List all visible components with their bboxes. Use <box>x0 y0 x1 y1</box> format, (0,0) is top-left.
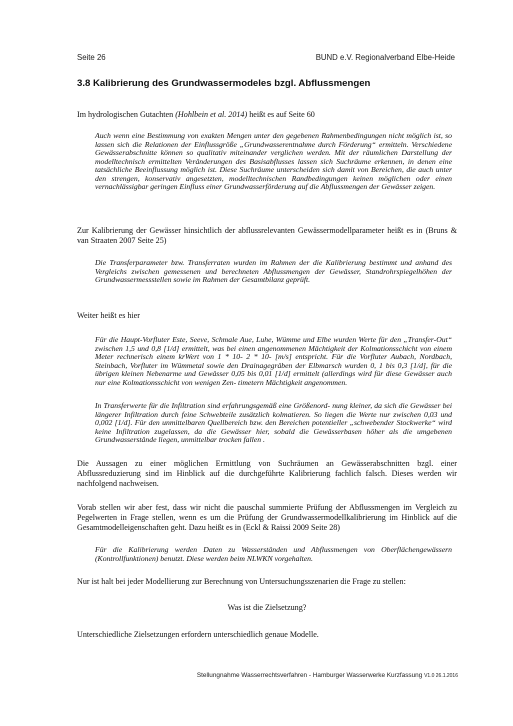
intro-citation: (Hohlbein et al. 2014) <box>175 110 248 119</box>
section-title: 3.8 Kalibrierung des Grundwassermodeles bzgl. Abflussmengen <box>77 78 371 89</box>
intro-before: Im hydrologischen Gutachten <box>77 110 176 119</box>
paragraph-further: Weiter heißt es hier <box>77 311 140 320</box>
intro-after: heißt es auf Seite 60 <box>247 110 315 119</box>
quote-transfer-out: Für die Haupt-Vorfluter Este, Seeve, Schmale Aue, Luhe, Wümme und Elbe wurden Werte für den „Transfer-Out“ zwischen 1,5 und 0,8 [1/d] ermittelt, was bei einen angenommenen Mächtigkeit der Kolmationsschicht von einem Meter rechnerisch einem krWert von 1 * 10- 2 * 10- [m/s] entspricht. Für die Vorfluter Aubach, Nordbach, Steinbach, Vorfluter im Wümmetal sowie den Drainagegräben der Elbmarsch wurden 0, 1 bis 0,3 [1/d], für die übrigen kleinen Nebenarme und Gewässer 0,05 bis 0,01 [1/d] ermittelt (allerdings wird für diese Gewässer auch nur eine Kolmationsschicht von wenigen Zen- timetern Mächtigkeit angenommen. <box>95 335 452 387</box>
question-line: Was ist die Zielsetzung? <box>227 603 307 612</box>
page-number: Seite 26 <box>77 53 106 62</box>
footer-text: Stellungnahme Wasserrechtsverfahren - Hamburger Wasserwerke Kurzfassung <box>196 672 425 679</box>
quote-eckl: Für die Kalibrierung werden Daten zu Wasserständen und Abflussmengen von Oberflächengewässern (Kontrollfunktionen) benutzt. Diese werden beim NLWKN vorgehalten. <box>95 545 452 563</box>
quote-bruns: Die Transferparameter bzw. Transferraten wurden im Rahmen der die Kalibrierung bestimmt und anhand des Vergleichs zwischen gemessenen und berechneten Abflussmengen der Gewässer, Standrohrspiegelhöhen der Grundwassermessstellen sowie im Rahmen der Gesamtbilanz geprüft. <box>95 258 452 284</box>
paragraph-calibration: Zur Kalibrierung der Gewässer hinsichtlich der abflussrelevanten Gewässermodellparameter heißt es in (Bruns & van Straaten 2007 Seite 25) <box>77 226 457 245</box>
quote-hohlbein: Auch wenn eine Bestimmung von exakten Mengen unter den gegebenen Rahmenbedingungen nicht möglich ist, so lassen sich die Relationen der Einflussgröße „Grundwasserentnahme durch Förderung“ ermitteln. Verschiedene Gewässerabschnitte können so qualitativ miteinander verglichen werden. Mit der räumlichen Darstellung der modelltechnisch ermittelten Veränderungen des Basisabflusses lassen sich Suchräume erkennen, in denen eine tatsächliche Beeinflussung möglich ist. Diese Suchräume unterscheiden sich damit von Bereichen, die auch unter den strengen, konservativ angesetzten, modelltechnischen Randbedingungen keinen möglichen oder einen vernachlässigbar geringen Einfluss einer Grundwasserförderung auf die Abflussmengen der Gewässer zeigen. <box>95 131 452 191</box>
header-organization: BUND e.V. Regionalverband Elbe-Heide <box>315 53 455 62</box>
paragraph-conclusion: Unterschiedliche Zielsetzungen erfordern unterschiedlich genaue Modelle. <box>77 630 319 639</box>
quote-infiltration: In Transferwerte für die Infiltration sind erfahrungsgemäß eine Größenord- nung kleiner, da sich die Gewässer bei längerer Infiltration durch feine Schwebteile zusätzlich kolmatieren. So liegen die Werte nur zwischen 0,03 und 0,002 [1/d]. Für den unmittelbaren Quellbereich bzw. den Bereichen potentieller „schwebender Stockwerke“ wird keine Infiltration zugelassen, da die Gewässer hier, sobald die Gewässerbasen höher als die umgebenen Grundwasserstände liegen, unmittelbar trocken fallen . <box>95 401 452 444</box>
intro-paragraph <box>77 110 457 120</box>
paragraph-statements: Die Aussagen zu einer möglichen Ermittlung von Suchräumen an Gewässerabschnitten bzgl. einer Abflussreduzierung sind im Hinblick auf die durchgeführte Kalibrierung fachlich falsch. Dieses werden wir nachfolgend nachweisen. <box>77 459 457 488</box>
paragraph-question-intro: Nur ist halt bei jeder Modellierung zur Berechnung von Untersuchungsszenarien die Frage zu stellen: <box>77 577 406 586</box>
footer-version: V1.0 26.1.2016 <box>424 673 458 679</box>
page-footer <box>148 672 458 679</box>
paragraph-preface: Vorab stellen wir aber fest, dass wir nicht die pauschal summierte Prüfung der Abflussmengen im Vergleich zu Pegelwerten in Frage stellen, wenn es um die Prüfung der Grundwassermodellkalibrierung im Hinblick auf die Gesamtmodelleigenschaften geht. Dazu heißt es in (Eckl & Raissi 2009 Seite 28) <box>77 503 457 532</box>
